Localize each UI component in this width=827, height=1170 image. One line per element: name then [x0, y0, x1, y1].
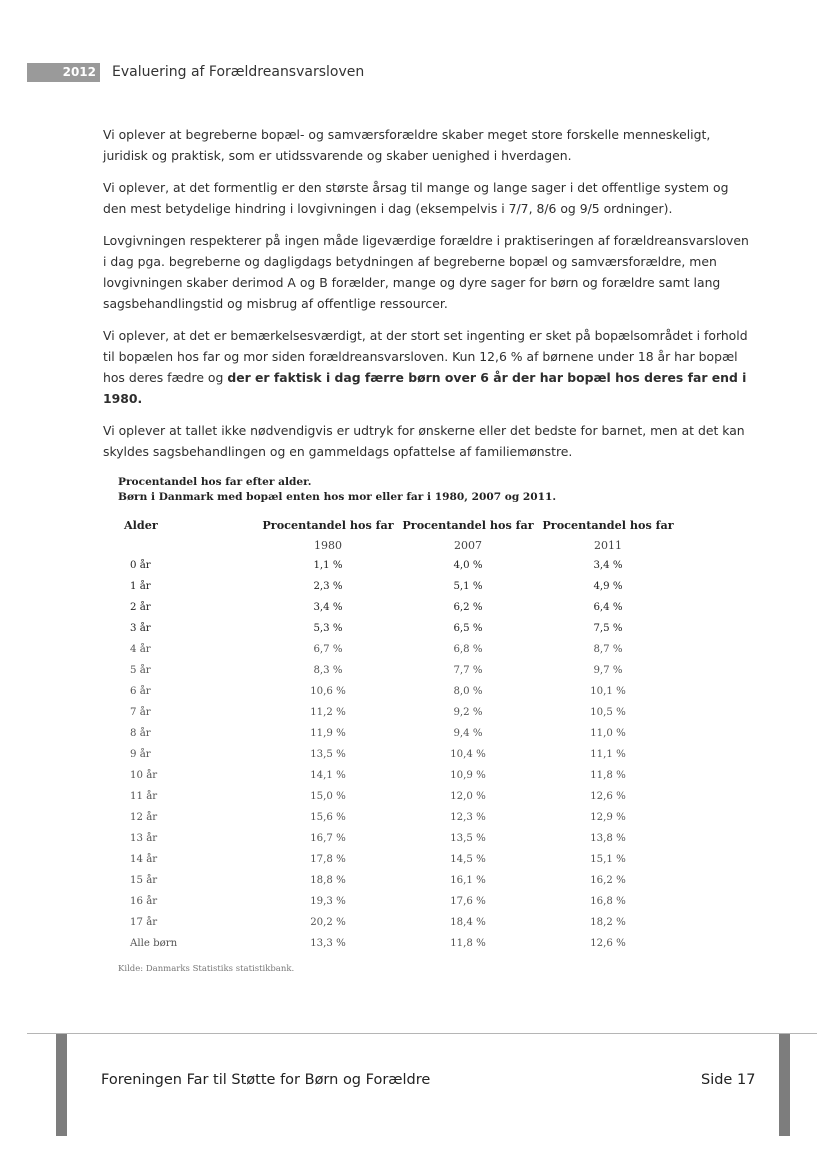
age-cell: 1 år — [130, 581, 151, 592]
column-header: Procentandel hos far — [402, 518, 534, 532]
percentage-cell: 6,7 % — [313, 644, 343, 655]
percentage-cell: 11,1 % — [590, 749, 626, 760]
percentage-cell: 11,9 % — [310, 728, 346, 739]
paragraph: Vi oplever at tallet ikke nødvendigvis er udtryk for ønskerne eller det bedste for barnet, men at det kan skyldes sagsbehandlingen og en gammeldags opfattelse af familiemønstre. — [103, 423, 745, 459]
page-number: Side 17 — [701, 1072, 756, 1088]
table-row — [118, 828, 678, 849]
table-row — [118, 723, 678, 744]
table-row — [118, 555, 678, 576]
footer-organization: Foreningen Far til Støtte for Børn og Forældre — [101, 1072, 431, 1088]
age-cell: 10 år — [130, 770, 158, 781]
percentage-cell: 12,6 % — [590, 791, 626, 802]
percentage-cell: 20,2 % — [310, 917, 346, 928]
table-row — [118, 597, 678, 618]
table-source: Kilde: Danmarks Statistiks statistikbank. — [118, 964, 295, 974]
paragraph: Vi oplever at begreberne bopæl- og samværsforældre skaber meget store forskelle menneskeligt, juridisk og praktisk, som er utidssvarende og skaber uenighed i hverdagen. — [103, 127, 711, 163]
table-row — [118, 765, 678, 786]
column-header-age: Alder — [124, 518, 158, 532]
percentage-cell: 5,3 % — [313, 623, 343, 634]
age-cell: 3 år — [130, 623, 151, 634]
percentage-cell: 8,7 % — [593, 644, 623, 655]
table-row — [118, 744, 678, 765]
percentage-cell: 14,5 % — [450, 854, 486, 865]
column-header: Procentandel hos far — [262, 518, 394, 532]
percentage-cell: 13,8 % — [590, 833, 626, 844]
percentage-cell: 12,9 % — [590, 812, 626, 823]
table-row — [118, 870, 678, 891]
table-caption-line: Procentandel hos far efter alder. — [118, 476, 312, 488]
statistics-table — [118, 515, 678, 954]
table-row — [118, 660, 678, 681]
percentage-cell: 6,2 % — [453, 602, 483, 613]
percentage-cell: 17,6 % — [450, 896, 486, 907]
percentage-cell: 12,3 % — [450, 812, 486, 823]
percentage-cell: 10,9 % — [450, 770, 486, 781]
table-row — [118, 786, 678, 807]
page-header — [27, 61, 364, 83]
age-cell: 16 år — [130, 896, 158, 907]
percentage-cell: 10,1 % — [590, 686, 626, 697]
percentage-cell: 4,0 % — [453, 560, 483, 571]
percentage-cell: 3,4 % — [593, 560, 623, 571]
table-row — [118, 807, 678, 828]
body-text — [103, 124, 753, 473]
age-cell: 17 år — [130, 917, 158, 928]
percentage-cell: 9,2 % — [453, 707, 483, 718]
age-cell: 13 år — [130, 833, 158, 844]
percentage-cell: 1,1 % — [313, 560, 343, 571]
age-cell: 14 år — [130, 854, 158, 865]
emphasis-text: der er faktisk i dag færre børn over 6 år der har bopæl hos deres far end i 1980. — [103, 370, 747, 406]
percentage-cell: 11,8 % — [590, 770, 626, 781]
percentage-cell: 11,0 % — [590, 728, 626, 739]
paragraph: Vi oplever, at det formentlig er den største årsag til mange og lange sager i det offentlige system og den mest betydelige hindring i lovgivningen i dag (eksempelvis i 7/7, 8/6 og 9/5 ordninger). — [103, 180, 729, 216]
percentage-cell: 7,5 % — [593, 623, 623, 634]
age-cell: 2 år — [130, 602, 151, 613]
year-header: 1980 — [314, 538, 342, 552]
paragraph — [103, 325, 753, 409]
percentage-cell: 13,5 % — [310, 749, 346, 760]
percentage-cell: 8,0 % — [453, 686, 483, 697]
percentage-cell: 18,8 % — [310, 875, 346, 886]
table-row — [118, 933, 678, 954]
table-row — [118, 849, 678, 870]
table-row — [118, 639, 678, 660]
column-header: Procentandel hos far — [542, 518, 674, 532]
percentage-cell: 10,5 % — [590, 707, 626, 718]
percentage-cell: 3,4 % — [313, 602, 343, 613]
percentage-cell: 14,1 % — [310, 770, 346, 781]
year-badge: 2012 — [27, 63, 100, 82]
table-header-row — [118, 515, 678, 535]
percentage-cell: 6,8 % — [453, 644, 483, 655]
year-header: 2011 — [594, 538, 622, 552]
paragraph-text: Vi oplever, at det er bemærkelsesværdigt, at der stort set ingenting er sket på bopælsområdet i forhold til bopælen hos far og mor siden forældreansvarsloven. Kun 12,6 % af børnene under 18 år har bopæl hos deres fædre og — [103, 328, 748, 385]
percentage-cell: 15,6 % — [310, 812, 346, 823]
percentage-cell: 7,7 % — [453, 665, 483, 676]
paragraph: Lovgivningen respekterer på ingen måde ligeværdige forældre i praktiseringen af forældreansvarsloven i dag pga. begreberne og dagligdags betydningen af begreberne bopæl og samværsforældre, men lovgivningen skaber derimod A og B forælder, mange og dyre sager for børn og forældre samt lang sagsbehandlingstid og misbrug af offentlige ressourcer. — [103, 233, 749, 311]
age-cell: 15 år — [130, 875, 158, 886]
percentage-cell: 15,1 % — [590, 854, 626, 865]
percentage-cell: 15,0 % — [310, 791, 346, 802]
percentage-cell: 16,1 % — [450, 875, 486, 886]
percentage-cell: 13,3 % — [310, 938, 346, 949]
age-cell: Alle børn — [130, 938, 178, 949]
footer-bar-left — [56, 1034, 67, 1136]
age-cell: 4 år — [130, 644, 151, 655]
percentage-cell: 2,3 % — [313, 581, 343, 592]
age-cell: 8 år — [130, 728, 151, 739]
percentage-cell: 16,7 % — [310, 833, 346, 844]
table-row — [118, 702, 678, 723]
table-row — [118, 681, 678, 702]
percentage-cell: 11,2 % — [310, 707, 346, 718]
year-header-empty — [118, 535, 258, 555]
footer-divider — [27, 1033, 817, 1034]
percentage-cell: 9,7 % — [593, 665, 623, 676]
age-cell: 0 år — [130, 560, 151, 571]
percentage-cell: 16,8 % — [590, 896, 626, 907]
table-row — [118, 912, 678, 933]
percentage-cell: 8,3 % — [313, 665, 343, 676]
age-cell: 9 år — [130, 749, 151, 760]
percentage-cell: 6,5 % — [453, 623, 483, 634]
table-row — [118, 618, 678, 639]
percentage-cell: 10,6 % — [310, 686, 346, 697]
age-cell: 12 år — [130, 812, 158, 823]
age-cell: 5 år — [130, 665, 151, 676]
percentage-cell: 5,1 % — [453, 581, 483, 592]
age-cell: 11 år — [130, 791, 158, 802]
percentage-cell: 18,2 % — [590, 917, 626, 928]
year-header-row — [118, 535, 678, 555]
year-header: 2007 — [454, 538, 482, 552]
document-title: Evaluering af Forældreansvarsloven — [112, 64, 365, 80]
age-cell: 7 år — [130, 707, 151, 718]
table-row — [118, 576, 678, 597]
percentage-cell: 16,2 % — [590, 875, 626, 886]
percentage-cell: 12,6 % — [590, 938, 626, 949]
percentage-cell: 17,8 % — [310, 854, 346, 865]
footer-bar-right — [779, 1034, 790, 1136]
percentage-cell: 19,3 % — [310, 896, 346, 907]
percentage-cell: 9,4 % — [453, 728, 483, 739]
age-cell: 6 år — [130, 686, 151, 697]
table-caption — [118, 475, 718, 505]
percentage-cell: 11,8 % — [450, 938, 486, 949]
percentage-cell: 10,4 % — [450, 749, 486, 760]
table-caption-line: Børn i Danmark med bopæl enten hos mor eller far i 1980, 2007 og 2011. — [118, 491, 557, 503]
percentage-cell: 6,4 % — [593, 602, 623, 613]
percentage-cell: 12,0 % — [450, 791, 486, 802]
percentage-cell: 4,9 % — [593, 581, 623, 592]
percentage-cell: 13,5 % — [450, 833, 486, 844]
percentage-cell: 18,4 % — [450, 917, 486, 928]
table-row — [118, 891, 678, 912]
